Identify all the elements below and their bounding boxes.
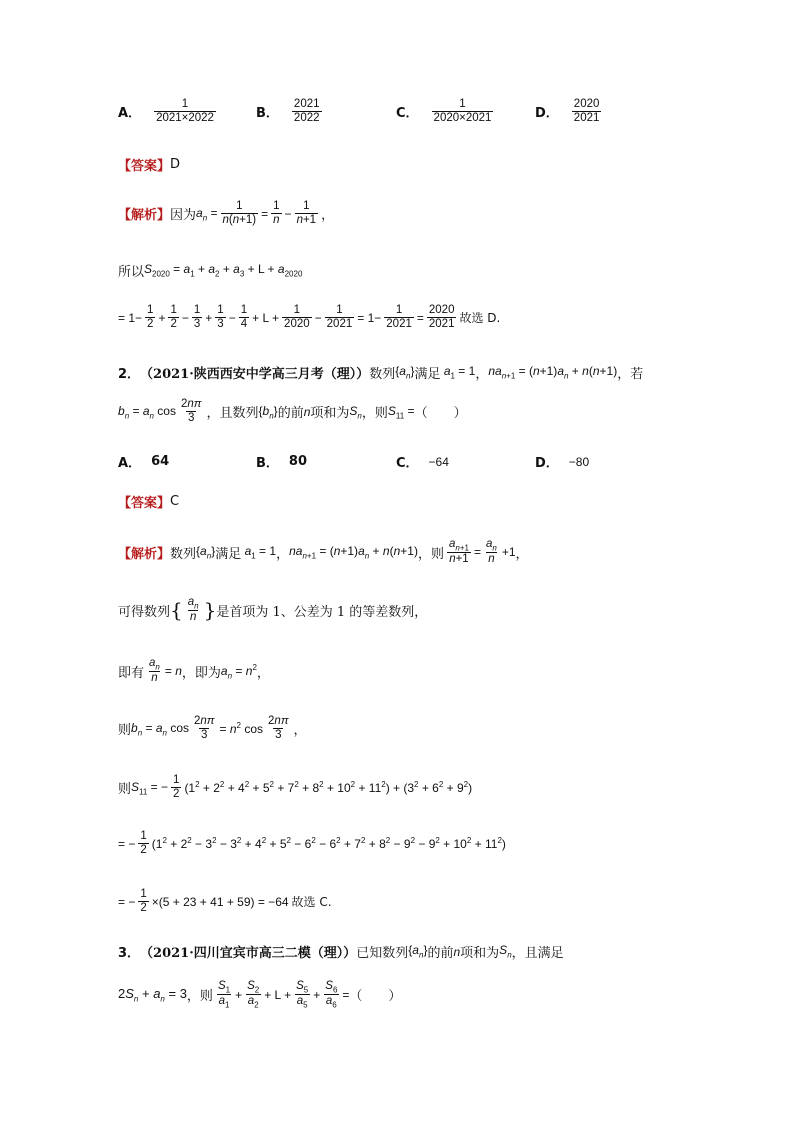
- q1-option-a: A． $\frac{1}{2021\times 2022}$: [118, 98, 214, 125]
- q1-option-c: C． $\frac{1}{2020\times 2021}$: [396, 98, 492, 125]
- q2-analysis-line5: 则 $S_{11}$ = − $\frac{1}{2}$ $(1^2 + 2^2 + 4^2 + 5^2 + 7^2 + 8^2 + 10^2 + 11^2) + (3^2 + 6^2 + 9^2)$: [118, 774, 473, 801]
- q1-sum-line: 所以 $S_{2020} = a_1 + a_2 + a_3 + L + a_{2020}$: [118, 262, 303, 280]
- q2-stem-line1: 2． （2021·陕西西安中学高三月考（理）） 数列 $\{a_n\}$ 满足 $a_1 = 1$ ， $na_{n+1} = (n+1)a_n + n(n+1)$ ，若: [118, 364, 644, 382]
- q1-option-b: B． $\frac{2021}{2022}$: [256, 98, 320, 125]
- fraction: $\frac{2020}{2021}$: [573, 98, 600, 125]
- q1-option-d: D． $\frac{2020}{2021}$: [535, 98, 600, 125]
- q3-stem-line1: 3． （2021·四川宜宾市高三二模（理）） 已知数列 $\{a_n\}$ 的前 n 项和为 $S_n$ ，且满足: [118, 943, 564, 961]
- fraction: $\frac{1}{2020\times 2021}$: [433, 98, 492, 125]
- q2-option-c: C． −64: [396, 454, 449, 471]
- q2-analysis-line6: = − $\frac{1}{2}$ $(1^2 + 2^2 - 3^2 - 3^2 + 4^2 + 5^2 - 6^2 - 6^2 + 7^2 + 8^2 - 9^2 - 9^2 + 10^2 + 11^2)$: [118, 830, 506, 857]
- q2-analysis-line7: = − $\frac{1}{2}$ ×(5 + 23 + 41 + 59) = −64 故选 C.: [118, 888, 332, 915]
- q3-stem-line2: $2S_n + a_n = 3$ ，则 $\frac{S_1}{a_1}$ + $\frac{S_2}{a_2}$ + L + $\frac{S_5}{a_5}$ + $\frac{S_6}{a_6}$ = （ ）: [118, 980, 402, 1010]
- fraction: $\frac{1}{2021\times 2022}$: [156, 98, 214, 125]
- q1-telescope-line: = 1− $\frac{1}{2}$ + $\frac{1}{2}$ − $\frac{1}{3}$ + $\frac{1}{3}$ − $\frac{1}{4}$ + L + $\frac{1}{2020}$ − $\frac{1}{2021}$ = 1− $\frac{1}{2021}$ = $\frac{2020}{2021}$ 故选 D.: [118, 304, 501, 331]
- q2-analysis-line3: 即有 $\frac{a_n}{n}$ = n ，即为 $a_n = n^2$ ，: [118, 657, 270, 685]
- q2-analysis-line1: 【解析】 数列 $\{a_n\}$ 满足 $a_1 = 1$ ， $na_{n+1} = (n+1)a_n + n(n+1)$ ，则 $\frac{a_{n+1}}{n+1}$ = $\frac{a_n}{n}$ +1 ，: [118, 538, 529, 566]
- q2-option-b: B． 80: [256, 454, 308, 471]
- q2-analysis-line2: 可得数列 { $\frac{a_n}{n}$ } 是首项为 1、公差为 1 的等差数列，: [118, 596, 428, 624]
- q1-analysis: 【解析】 因为 $a_n$ = $\frac{1}{n(n+1)}$ = $\frac{1}{n}$ − $\frac{1}{n+1}$ ，: [118, 200, 335, 227]
- q2-stem-line2: $b_n = a_n$ cos $\frac{2n\pi}{3}$ ，且数列 $\{b_n\}$ 的前 n 项和为 $S_n$ ，则 $S_{11}$ = （ ）: [118, 398, 467, 425]
- q1-answer: 【答案】 D: [118, 157, 181, 174]
- q2-answer: 【答案】 C: [118, 494, 180, 511]
- q2-option-d: D． −80: [535, 454, 590, 471]
- fraction: $\frac{2021}{2022}$: [293, 98, 320, 125]
- q2-option-a: A． 64: [118, 454, 170, 471]
- q2-analysis-line4: 则 $b_n = a_n$ cos $\frac{2n\pi}{3}$ = $n^2$ cos $\frac{2n\pi}{3}$ ，: [118, 715, 307, 742]
